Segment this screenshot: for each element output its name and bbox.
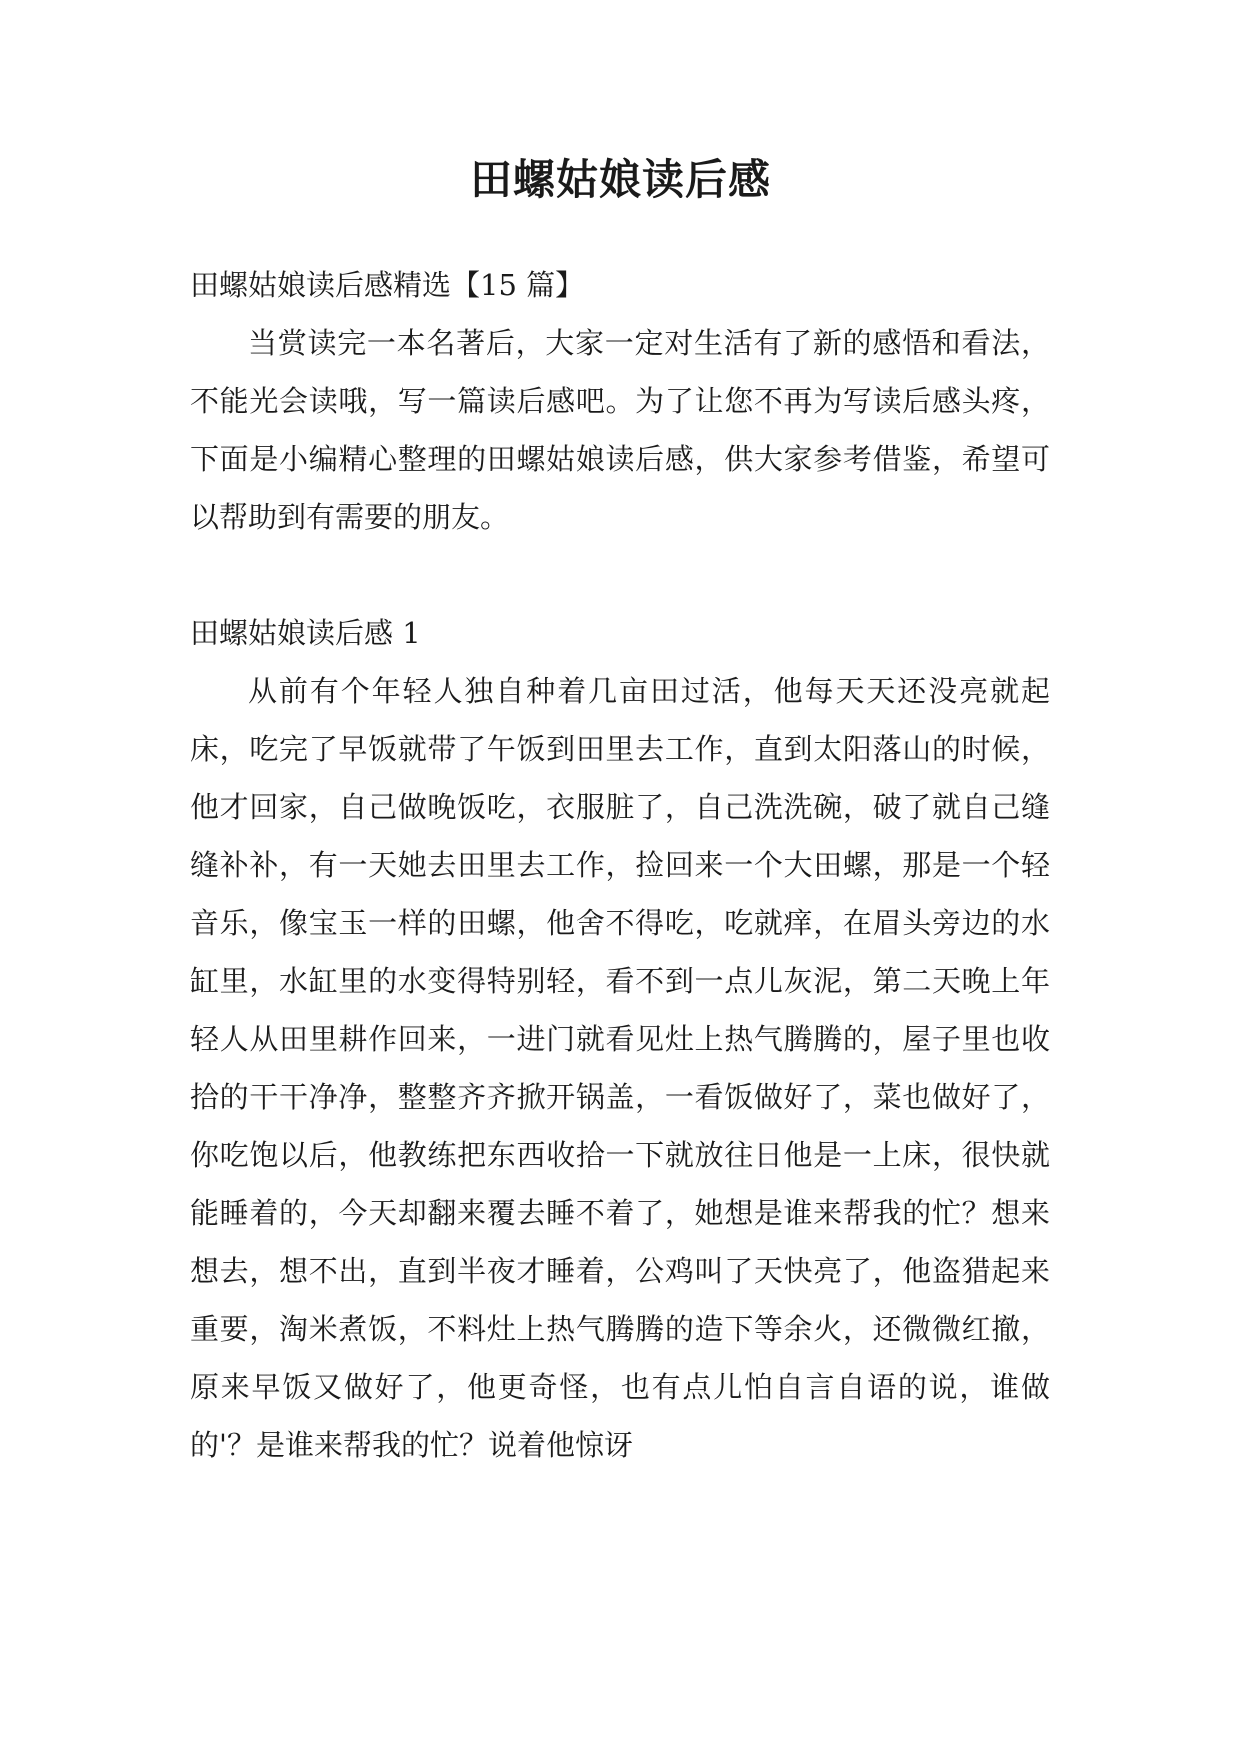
document-body	[190, 256, 1050, 1474]
document-subtitle: 田螺姑娘读后感精选【15 篇】	[190, 268, 585, 302]
section-heading: 田螺姑娘读后感 1	[190, 616, 421, 650]
document-title: 田螺姑娘读后感	[469, 155, 771, 204]
paragraph-spacer	[190, 546, 1050, 604]
intro-paragraph: 当赏读完一本名著后，大家一定对生活有了新的感悟和看法，不能光会读哦，写一篇读后感吧。为了让您不再为写读后感头疼，下面是小编精心整理的田螺姑娘读后感，供大家参考借鉴，希望可以帮助到有需要的朋友。	[190, 326, 1050, 534]
section-paragraph: 从前有个年轻人独自种着几亩田过活，他每天天还没亮就起床，吃完了早饭就带了午饭到田里去工作，直到太阳落山的时候，他才回家，自己做晚饭吃，衣服脏了，自己洗洗碗，破了就自己缝缝补补，有一天她去田里去工作，捡回来一个大田螺，那是一个轻音乐，像宝玉一样的田螺，他舍不得吃，吃就痒，在眉头旁边的水缸里，水缸里的水变得特别轻，看不到一点儿灰泥，第二天晚上年轻人从田里耕作回来，一进门就看见灶上热气腾腾的，屋子里也收拾的干干净净，整整齐齐掀开锅盖，一看饭做好了，菜也做好了，你吃饱以后，他教练把东西收拾一下就放往日他是一上床，很快就能睡着的，今天却翻来覆去睡不着了，她想是谁来帮我的忙？想来想去，想不出，直到半夜才睡着，公鸡叫了天快亮了，他盗猎起来重要，淘米煮饭，不料灶上热气腾腾的造下等余火，还微微红撤，原来早饭又做好了，他更奇怪，也有点儿怕自言自语的说，谁做的'？是谁来帮我的忙？说着他惊讶	[190, 674, 1050, 1462]
